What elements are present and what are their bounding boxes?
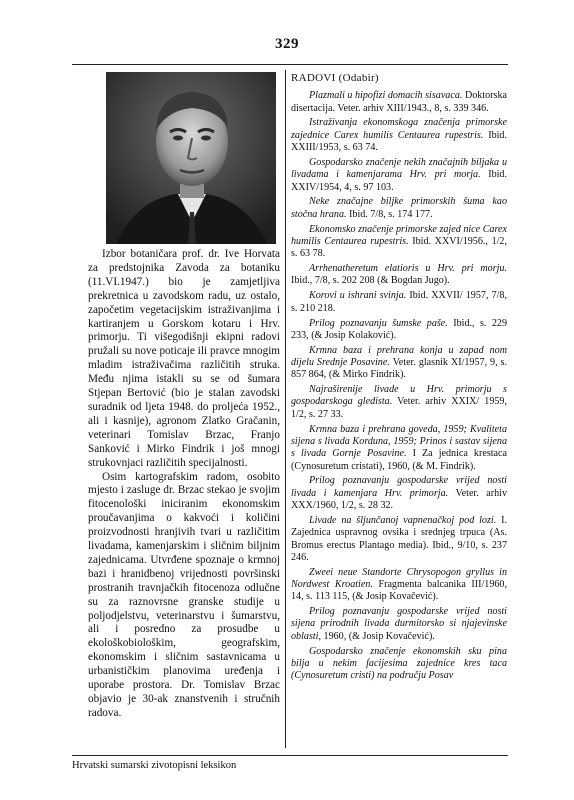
work-details: Ibid. XXVI/1956., 1/2, s. 63 78.	[291, 235, 507, 260]
work-entry	[291, 606, 507, 643]
work-title: Krmna baza i prehrana konja u zapad nom dijelu Srednje Posavine.	[291, 344, 507, 368]
biography-paragraph: Osim kartografskim radom, osobito mjesto i zasluge dr. Brzac stekao je svojim fitocenološki iniciranim ekonomskim proučavanjima o kakvoći i količini proizvodnosti hranjivih tvari u različitim livadama, kamenjarskim i sličnim biljnim zajednicama. Utvrđene spoznaje o krmnoj bazi i hranidbenoj vrijednosti površinski prostranih travnjačkih fitocenoza odlučne su za raznovrsne granske studije u poljodjelstvu, veterinarstvu i šumarstvu, ali i posredno za prosudbe u ekološkobiološkim, geografskim, ekonomskim i sličnim sastavnicama u urbanističkim planovima uređenja i uporabe prostora. Dr. Tomislav Brzac objavio je 30-ak znanstvenih i stručnih radova.	[88, 470, 280, 719]
work-title: Prilog poznavanju šumske paše.	[309, 317, 448, 329]
header-rule	[72, 64, 508, 65]
work-entry	[291, 290, 507, 315]
work-title: Istraživanja ekonomskoga značenja primorske zajednice Carex humilis Centaurea rupestris.	[291, 117, 507, 141]
work-details: Veter. glasnik XI/1957, 9, s. 857 864, (& Mirko Findrik).	[291, 356, 507, 381]
work-details: 1960, (& Josip Kovačević).	[321, 630, 435, 642]
work-details: Ibid. 7/8, s. 174 177.	[346, 208, 433, 220]
work-title: Plazmali u hipofizi domacih sisavaca.	[309, 90, 463, 102]
work-entry	[291, 567, 507, 604]
work-title: Gospodarsko značenje ekonomskih sku pina bilja u nekim facijesima zajednice kres taca (Cynosuretum cristi) na području Posav	[291, 645, 507, 682]
work-entry	[291, 318, 507, 343]
work-details: Ibid., 7/8, s. 202 208 (& Bogdan Jugo).	[291, 275, 450, 287]
work-details: Ibid. XXIII/1953, s. 63 74.	[291, 129, 507, 154]
work-details: Doktorska disertacija. Veter. arhiv XIII/1943., 8, s. 339 346.	[291, 90, 507, 114]
portrait-image	[106, 72, 276, 244]
work-entry	[291, 424, 507, 473]
work-entry	[291, 345, 507, 382]
work-title: Prilog poznavanju gospodarske vrijed nosti livada i kamenjara Hrv. primorja.	[291, 475, 507, 499]
biography-column	[88, 248, 280, 721]
work-entry	[291, 646, 507, 683]
work-details: Veter. arhiv XXX/1960, 1/2, s. 28 32.	[291, 487, 508, 512]
work-entry	[291, 224, 507, 261]
works-list	[291, 90, 507, 682]
work-entry	[291, 475, 507, 512]
page-number: 329	[275, 36, 299, 52]
work-title: Arrhenatheretum elatioris u Hrv. pri morju.	[309, 263, 507, 275]
work-details: Ibid., s. 229 233, (& Josip Kolaković).	[291, 317, 507, 341]
biography-paragraph: Izbor botaničara prof. dr. Ive Horvata za predstojnika Zavoda za botaniku (11.VI.1947.) bio je zamjetljiva prekretnica u zavodskom radu, uz ostalo, započetim vegetacijskim istraživanjima i kartiranjem u Gorskom kotaru i Hrv. primorju. Ti višegodišnji ekipni radovi pružali su nove poticaje ili pravce mnogim mladim istraživačima različitih struka. Među njima istakli su se od šumara Stjepan Bertović (bio je stalan zavodski suradnik od ljeta 1948. do proljeća 1952., ali i kasnije), agronom Zlatko Gračanin, veterinari Tomislav Brzac, Franjo Sanković i Mirko Findrik i još mnogi strukovnjaci različitih specijalnosti.	[88, 248, 280, 469]
work-details: I. Zajednica uspravnog ovsika i srednjeg trpuca (As. Bromus erectus Plantago media). Ibid., 9/10, s. 237 246.	[291, 514, 507, 563]
works-column	[291, 72, 507, 685]
work-title: Zweei neue Standorte Chrysopogon gryllus in Nordwest Kroatien.	[291, 566, 507, 590]
work-title: Gospodarsko značenje nekih značajnih biljaka u livadama i kamenjarama Hrv. pri morja.	[291, 156, 507, 181]
work-entry	[291, 157, 507, 194]
work-title: Prilog poznavanju gospodarske vrijed nosti sijena prirodnih livada durmitorsko si njajevinske oblasti,	[291, 606, 507, 642]
work-entry	[291, 263, 507, 288]
footer-rule	[72, 755, 508, 756]
work-title: Najraširenije livade u Hrv. primorju s gospodarskoga gledista.	[291, 384, 507, 408]
work-title: Krmna baza i prehrana goveda, 1959; Kvaliteta sijena s livada Korduna, 1959; Prinos i sastav sijena s livada Gornje Posavine.	[291, 423, 507, 460]
work-entry	[291, 196, 507, 221]
work-title: Neke značajne biljke primorskih šuma kao stočna hrana.	[291, 196, 507, 220]
column-divider	[285, 70, 286, 748]
page-footer: Hrvatski sumarski zivotopisni leksikon	[72, 760, 237, 771]
work-title: Livade na šljunčanoj vapnenačkoj pod lozi.	[309, 514, 497, 526]
work-details: Ibid. XXIV/1954, 4, s. 97 103.	[291, 169, 507, 193]
work-entry	[291, 515, 507, 564]
portrait-photo	[106, 72, 276, 244]
work-entry	[291, 117, 507, 154]
work-details: I Za jednica krestaca (Cynosuretum cristati), 1960, (& M. Findrik).	[291, 448, 507, 472]
work-details: Veter. arhiv XXIX/ 1959, 1/2, s. 27 33.	[291, 396, 507, 420]
work-details: Ibid. XXVII/ 1957, 7/8, s. 210 218.	[291, 290, 507, 314]
work-entry	[291, 384, 507, 421]
work-title: Ekonomsko značenje primorske zajed nice Carex humilis Centaurea rupestris.	[291, 223, 507, 247]
work-details: Fragmenta balcanika III/1960, 14, s. 113 115, (& Josip Kovačević).	[291, 579, 507, 603]
work-entry	[291, 90, 507, 115]
work-title: Korovi u ishrani svinja.	[309, 290, 407, 302]
works-heading: RADOVI (Odabir)	[291, 72, 379, 84]
